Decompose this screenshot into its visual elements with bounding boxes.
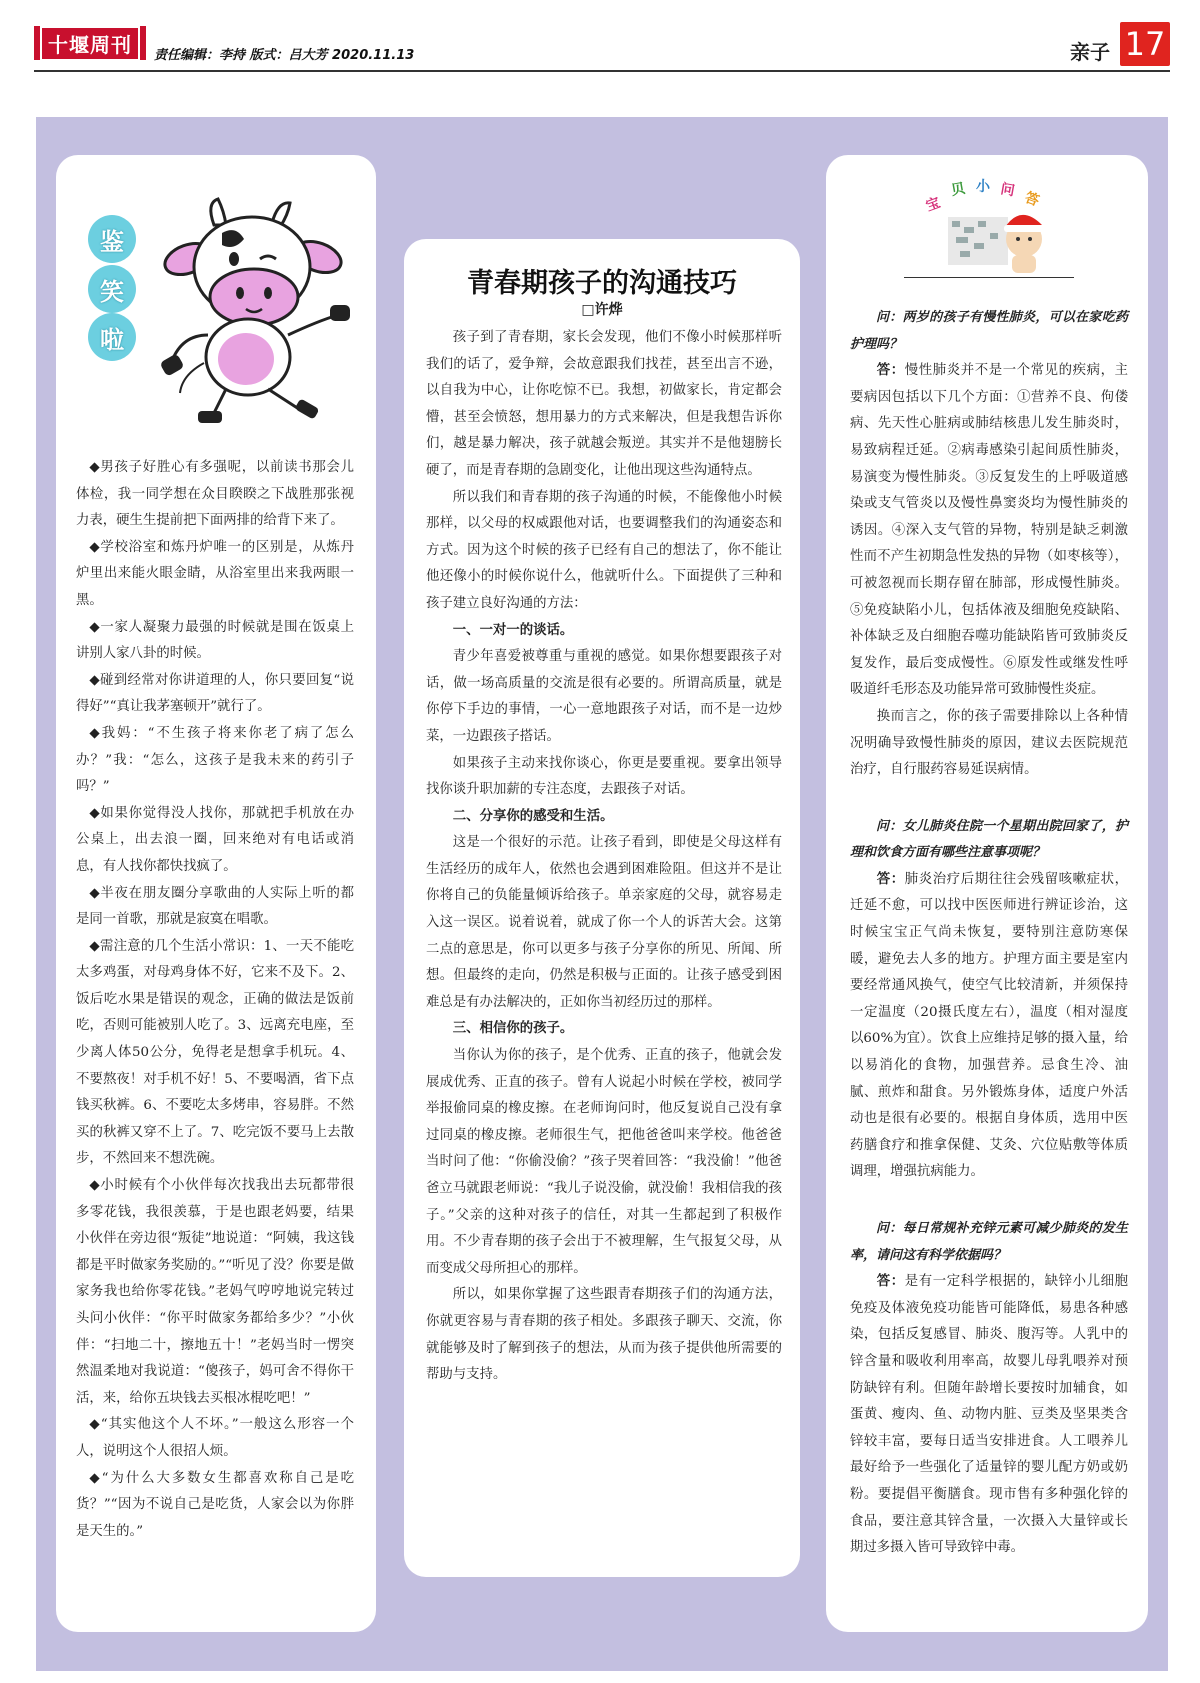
qa-logo [908, 177, 1068, 277]
article-paragraph: 这是一个很好的示范。让孩子看到，即使是父母这样有生活经历的成年人，依然也会遇到困难险阻。但这并不是让你将自己的负能量倾诉给孩子。单亲家庭的父母，就容易走入这一误区。说着说着，就成了你一个人的诉苦大会。这第二点的意思是，你可以更多与孩子分享你的所见、所闻、所想。但最终的走向，仍然是积极与正面的。让孩子感受到困难总是有办法解决的，正如你当初经历过的那样。 [426, 835, 782, 1010]
joke-paragraph: ◆需注意的几个生活小常识：1、一天不能吃太多鸡蛋，对母鸡身体不好，它来不及下。2、饭后吃水果是错误的观念，正确的做法是饭前吃，否则可能被别人吃了。3、远离充电座，至少离人体50公分，免得老是想拿手机玩。4、不要熬夜！对手机不好！5、不要喝酒，省下点钱买秋裤。6、不要吃太多烤串，容易胖。不然买的秋裤又穿不上了。7、吃完饭不要马上去散步，不然回来不想洗碗。 [76, 938, 354, 1167]
answer-label: 答： [876, 363, 905, 379]
question: 问：两岁的孩子有慢性肺炎，可以在家吃药护理吗？ [850, 310, 1128, 352]
masthead-text: 十堰周刊 [40, 26, 140, 61]
joke-paragraph: ◆“为什么大多数女生都喜欢称自己是吃货？”“因为不说自己是吃货，人家会以为你胖是天生的。” [76, 1470, 354, 1539]
editor-line: 责任编辑：李持 版式：吕大芳 2020.11.13 [154, 48, 415, 63]
qa-column [826, 155, 1148, 1632]
answer-text: 是有一定科学根据的，缺锌小儿细胞免疫及体液免疫功能皆可能降低，易患各种感染，包括反复感冒、肺炎、腹泻等。人乳中的锌含量和吸收利用率高，故婴儿母乳喂养对预防缺锌有利。但随年龄增长要按时加辅食，如蛋黄、瘦肉、鱼、动物内脏、豆类及坚果类含锌较丰富，要每日适当安排进食。人工喂养儿最好给予一些强化了适量锌的婴儿配方奶或奶粉。要提倡平衡膳食。现市售有多种强化锌的食品，要注意其锌含量，一次摄入大量锌或长期过多摄入皆可导致锌中毒。 [850, 1274, 1129, 1556]
article-subheading: 一、一对一的谈话。 [452, 622, 574, 638]
answer-label: 答： [876, 1274, 905, 1290]
article-author: □许烨 [581, 302, 623, 318]
joke-paragraph: ◆半夜在朋友圈分享歌曲的人实际上听的都是同一首歌，那就是寂寞在唱歌。 [76, 885, 354, 928]
article-paragraph: 所以我们和青春期的孩子沟通的时候，不能像他小时候那样，以父母的权威跟他对话，也要调整我们的沟通姿态和方式。因为这个时候的孩子已经有自己的想法了，你不能让他还像小的时候你说什么，他就听什么。下面提供了三种和孩子建立良好沟通的方法： [426, 489, 782, 611]
jokes-text [76, 455, 354, 1545]
joke-paragraph: ◆学校浴室和炼丹炉唯一的区别是，从炼丹炉里出来能火眼金睛，从浴室里出来我两眼一黑。 [76, 539, 354, 608]
article-paragraph: 所以，如果你掌握了这些跟青春期孩子们的沟通方法，你就更容易与青春期的孩子相处。多跟孩子聊天、交流，你就能够及时了解到孩子的想法，从而为孩子提供他所需要的帮助与支持。 [426, 1287, 782, 1383]
qa-logo-char-4: 问 [999, 181, 1016, 200]
article-column [404, 239, 800, 1577]
masthead-logo [34, 26, 146, 60]
article-paragraph: 如果孩子主动来找你谈心，你更是要重视。要拿出领导找你谈升职加薪的专注态度，去跟孩子对话。 [426, 755, 782, 798]
answer-label: 答： [876, 871, 905, 887]
article-subheading: 二、分享你的感受和生活。 [452, 808, 614, 824]
badge-char-3: 啦 [88, 313, 136, 361]
qa-logo-char-2: 贝 [949, 180, 967, 199]
article-paragraph: 青少年喜爱被尊重与重视的感觉。如果你想要跟孩子对话，做一场高质量的交流是很有必要的。所谓高质量，就是你停下手边的事情，一心一意地跟孩子对话，而不是一边炒菜，一边跟孩子搭话。 [426, 649, 782, 744]
joke-paragraph: ◆碰到经常对你讲道理的人，你只要回复“说得好”“真让我茅塞顿开”就行了。 [76, 672, 354, 715]
answer-paragraph [850, 1269, 1128, 1562]
answer-paragraph: 换而言之，你的孩子需要排除以上各种情况明确导致慢性肺炎的原因，建议去医院规范治疗，自行服药容易延误病情。 [850, 708, 1128, 778]
jokes-column [56, 155, 376, 1632]
joke-paragraph: ◆男孩子好胜心有多强呢，以前读书那会儿体检，我一同学想在众目睽睽之下战胜那张视力表，硬生生提前把下面两排的给背下来了。 [76, 460, 354, 529]
joke-paragraph: ◆如果你觉得没人找你，那就把手机放在办公桌上，出去浪一圈，回来绝对有电话或消息，有人找你都快找疯了。 [76, 805, 354, 874]
joke-paragraph: ◆“其实他这个人不坏。”一般这么形容一个人，说明这个人很招人烦。 [76, 1417, 354, 1459]
answer-text: 慢性肺炎并不是一个常见的疾病，主要病因包括以下几个方面：①营养不良、佝偻病、先天性心脏病或肺结核患儿发生肺炎时，易致病程迁延。②病毒感染引起间质性肺炎，易演变为慢性肺炎。③反复发生的上呼吸道感染或支气管炎以及慢性鼻窦炎均为慢性肺炎的诱因。④深入支气管的异物，特别是缺乏刺激性而不产生初期急性发热的异物（如枣核等），可被忽视而长期存留在肺部，形成慢性肺炎。⑤免疫缺陷小儿，包括体液及细胞免疫缺陷、补体缺乏及白细胞吞噬功能缺陷皆可致肺炎反复发作，最后变成慢性。⑥原发性或继发性呼吸道纤毛形态及功能异常可致肺慢性炎症。 [850, 363, 1129, 698]
question: 问：每日常规补充锌元素可减少肺炎的发生率，请问这有科学依据吗？ [850, 1221, 1128, 1263]
header-rule [34, 70, 1170, 72]
badge-char-1: 鉴 [88, 215, 136, 263]
joke-paragraph: ◆一家人凝聚力最强的时候就是围在饭桌上讲别人家八卦的时候。 [76, 619, 354, 662]
page-header [34, 22, 1170, 72]
cartoon-cow-illustration [152, 185, 352, 425]
answer-text: 肺炎治疗后期往往会残留咳嗽症状，迁延不愈，可以找中医医师进行辨证诊治，这时候宝宝正气尚未恢复，要特别注意防寒保暖，避免去人多的地方。护理方面主要是室内要经常通风换气，使空气比较清新，并须保持一定温度（20摄氏度左右），温度（相对湿度以60%为宜）。饮食上应维持足够的摄入量，给以易消化的食物，加强营养。忌食生冷、油腻、煎炸和甜食。另外锻炼身体，适度户外活动也是很有必要的。根据自身体质，选用中医药膳食疗和推拿保健、艾灸、穴位贴敷等体质调理，增强抗病能力。 [850, 871, 1129, 1180]
qa-divider [904, 277, 1074, 278]
joke-paragraph: ◆我妈：“不生孩子将来你老了病了怎么办？”我：“怎么，这孩子是我未来的药引子吗？” [76, 725, 354, 795]
article-paragraph: 当你认为你的孩子，是个优秀、正直的孩子，他就会发展成优秀、正直的孩子。曾有人说起小时候在学校，被同学举报偷同桌的橡皮擦。在老师询问时，他反复说自己没有拿过同桌的橡皮擦。老师很生气，把他爸爸叫来学校。他爸爸当时问了他：“你偷没偷？”孩子哭着回答：“我没偷！”他爸爸立马就跟老师说：“我儿子说没偷，就没偷！我相信我的孩子。”父亲的这种对孩子的信任，对其一生都起到了积极作用。不少青春期的孩子会出于不被理解，生气报复父母，从而变成父母所担心的那样。 [426, 1048, 782, 1276]
qa-logo-char-3: 小 [976, 179, 990, 195]
article-paragraph: 孩子到了青春期，家长会发现，他们不像小时候那样听我们的话了，爱争辩，会故意跟我们找茬，甚至出言不逊，以自我为中心，让你吃惊不已。我想，初做家长，肯定都会懵，甚至会愤怒，想用暴力的方式来解决，但是我想告诉你们，越是暴力解决，孩子就越会叛逆。其实并不是他翅膀长硬了，而是青春期的急剧变化，让他出现这些沟通特点。 [426, 330, 782, 478]
joke-paragraph: ◆小时候有个小伙伴每次找我出去玩都带很多零花钱，我很羡慕，于是也跟老妈要，结果小伙伴在旁边很“叛徒”地说道：“阿姨，我这钱都是平时做家务奖励的。”“听见了没？你要是做家务我也给你零花钱。”老妈气哼哼地说完转过头问小伙伴：“你平时做家务都给多少？”小伙伴：“扫地二十，擦地五十！”老妈当时一愣突然温柔地对我说道：“傻孩子，妈可舍不得你干活，来，给你五块钱去买根冰棍吃吧！” [76, 1178, 354, 1406]
baby-santa-hat-illustration [948, 215, 1044, 273]
page-number: 17 [1120, 22, 1170, 66]
qa-body [850, 305, 1128, 1562]
answer-paragraph [850, 867, 1128, 1186]
content-frame [36, 117, 1168, 1671]
article-body [426, 325, 782, 1389]
badge-char-2: 笑 [88, 265, 136, 313]
article-title: 青春期孩子的沟通技巧 [467, 268, 737, 299]
qa-logo-char-1: 宝 [923, 194, 943, 215]
section-name: 亲子 [1070, 40, 1110, 64]
qa-logo-char-5: 答 [1022, 189, 1042, 210]
article-subheading: 三、相信你的孩子。 [452, 1021, 574, 1037]
question: 问：女儿肺炎住院一个星期出院回家了，护理和饮食方面有哪些注意事项呢？ [850, 818, 1128, 861]
answer-paragraph [850, 358, 1128, 704]
